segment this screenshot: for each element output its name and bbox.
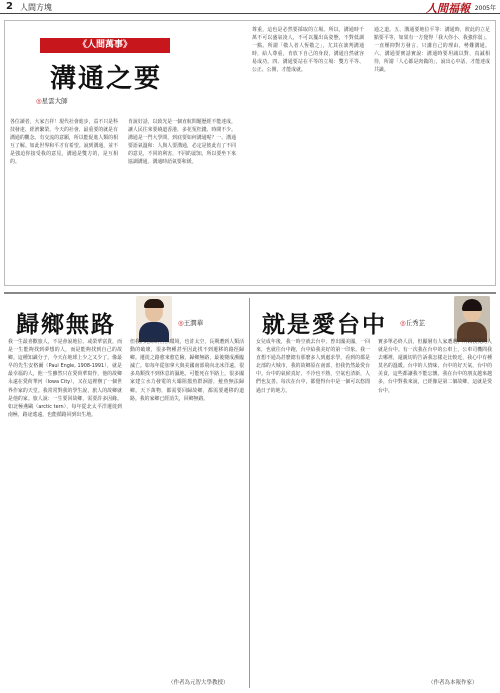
column-divider bbox=[249, 298, 250, 688]
byline-mark: ◎ bbox=[400, 319, 406, 327]
article-column: 我一生最喜歡旅人，不是會說地位、或榮華富貴，而是一生能夠找到夢想的人，而是能夠找到自己的故鄉。這種知識分子，今天在地球上少之又少了。像最早的先生安格爾（Paul Engle, 1908-1991），就是最幸福的人，他一生雖然只在愛荷華寫作，他的故鄉永遠在愛荷華河（Iowa City），又在這裡辦了一個世界作家的天堂。我常常對我的學生說，旅人的故鄉就是他的家。旅人說：一生要回故鄉，需要許多因緣。如北極燕鷗（arctic tern），每年從北太平洋遷徙到南極，路途遙遠，也能循路回到出生地。 bbox=[8, 339, 122, 418]
article-title: 歸鄉無路 bbox=[16, 311, 116, 338]
article-column: 肯說好話，以致光是一個直航問題歷經不能達成，讓人民往來要繞道香港，多花冤枉錢、時間不少。溝通是一門大學問，到底要如何溝通呢？一、溝通要語氣溫和：人與人要溝通，必定是彼此有了不同的意見，不同的利害，不同的認知，所以要坐下來協調溝通。溝通時語氣要和緩。 bbox=[128, 119, 236, 166]
section-divider bbox=[4, 292, 496, 294]
article-byline bbox=[178, 318, 203, 327]
byline-mark: ◎ bbox=[178, 319, 184, 327]
column-banner: 《人間萬事》 bbox=[40, 38, 170, 53]
article-title: 溝通之要 bbox=[49, 64, 162, 94]
article-byline bbox=[400, 318, 425, 327]
author-note: （作者為本報作家） bbox=[428, 680, 478, 686]
article-byline bbox=[36, 96, 68, 105]
article-column: 實多單必終人員，但顯層有人家遭遇，所以我愛的人就是台中。有一次我在台中的公車上，公車司機問我去哪裡，還親切的告訴我怎樣走比較近，我心中有種莫名的溫暖。台中的人情味，台中的好天氣，台中的美食，這些都讓我不能忘懷。我在台中的朋友越來越多，台中對我來說，已經像是第二個故鄉，這就是愛台中。 bbox=[378, 339, 492, 394]
newspaper-date: 2005年 bbox=[474, 5, 496, 12]
author-name: 丘秀芷 bbox=[405, 319, 426, 327]
author-note: （作者為元智大學教授） bbox=[168, 680, 229, 686]
author-name: 星雲大師 bbox=[41, 97, 68, 105]
author-name: 王潤華 bbox=[183, 319, 204, 327]
author-photo bbox=[136, 296, 172, 342]
author-photo bbox=[454, 296, 490, 342]
article-column: 女兒成年後，我一時空就去台中，曾出國美國，一回來，也就往台中跑，台中給我美好的第一印象。我一直想不通為甚麼總有那麼多人到處求學，看到的都是北部的大城市，我的故鄉原在南部，但我仍然最愛台中。台中的氣候真好，不冷也不熱，空氣也清新，人們也友善。每次在台中，都覺得台中是一個可以悠閒過日子的地方。 bbox=[256, 339, 370, 394]
article-column: 通之道。五、溝通要地位平等：溝通時，彼此的立足點要平等，如果有一方覺得「我大你小、我強你弱」，一直壓抑對方發言，只講自己的理由，勢難溝通。六、溝通要實話實說：溝通時要坦誠以對，真誠相待，所謂「人心都是肉做的」，說出心中話，才能達成共識。 bbox=[374, 27, 490, 74]
page-header bbox=[0, 0, 500, 14]
article-column: 各位讀者，大家吉祥！現代社會進步，益不只是科技發達、經濟繁榮，今天的社會，最重要的就是有溝通的觀念。有交流的意願，所以能促進人類的相互了解。如此世界和平才有希望。說到溝通，並不是強迫你接受我的意見。溝通是雙方的，是互相的。 bbox=[10, 119, 118, 166]
section-name: 人間方塊 bbox=[20, 3, 52, 12]
byline-mark: ◎ bbox=[36, 97, 42, 105]
article-title: 就是愛台中 bbox=[262, 311, 387, 338]
page-number: 2 bbox=[6, 1, 13, 12]
article-column: 但我們地球的自然環境，也許太空，長期遭到人類活動的破壞，很多物種甚至因此找不到遷移的路徑歸鄉。遷徙之路愈來愈危險，歸鄉無路，最後變成瀕臨滅亡。如每年從加拿大與美國南部飛向北冰洋遠，很多鳥類找不到休息的濕地，可能死在半路上。很多國家建立水力發電的大壩阻擋魚群洄游，鮭魚無法歸鄉。天下萬物，都需要回歸故鄉，都需要遷移的道路。我的家鄉已經消失，回鄉無路。 bbox=[130, 339, 244, 402]
article-column: 尊重，這也是必然要採取的立場。所以，溝通時千萬不可以盛氣凌人，不可以擺出高姿態，不對低調一點。所謂「敬人者人恆敬之」，尤其在談判溝通時，給人尊重，肯放下自己的身段，溝通自然就容易成功。四、溝通要站在平等的立場：雙方平等、公正、公開，才能成就。 bbox=[252, 27, 364, 74]
newspaper-logo: 人間福報 bbox=[426, 2, 470, 15]
